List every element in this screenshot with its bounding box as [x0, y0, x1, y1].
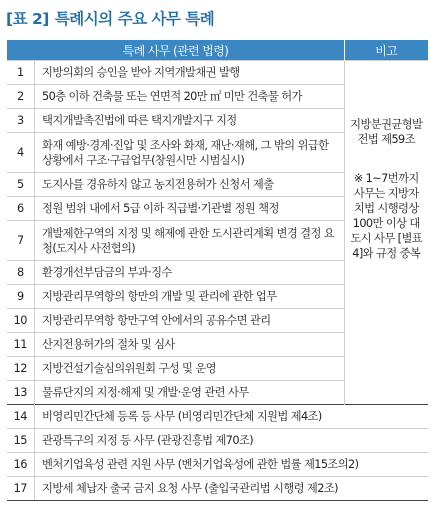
row-number: 14 [7, 405, 35, 429]
row-text: 산지전용허가의 절차 및 심사 [35, 333, 345, 357]
row-number: 4 [7, 133, 35, 173]
row-text: 화재 예방·경계·진압 및 조사와 화재, 재난·재해, 그 밖의 위급한 상황에서 구조·구급업무(창원시만 시범실시) [35, 133, 345, 173]
row-text: 지방건설기술심의위원회 구성 및 운영 [35, 357, 345, 381]
row-text: 물류단지의 지정·해제 및 개발·운영 관련 사무 [35, 381, 345, 405]
row-text: 비영리민간단체 등록 등 사무 (비영리민간단체 지원법 제4조) [35, 405, 428, 429]
note-cell [345, 61, 428, 405]
row-text: 50층 이하 건축물 또는 연면적 20만 ㎡ 미만 건축물 허가 [35, 85, 345, 109]
table-row [7, 453, 428, 477]
header-item: 특례 사무 (관련 법령) [7, 40, 345, 61]
row-text: 지방세 체납자 출국 금지 요청 사무 (출입국관리법 시행령 제2조) [35, 477, 428, 501]
special-city-affairs-table [6, 40, 428, 501]
table-header-row [7, 40, 428, 61]
row-number: 12 [7, 357, 35, 381]
table-row [7, 429, 428, 453]
row-number: 2 [7, 85, 35, 109]
row-number: 15 [7, 429, 35, 453]
row-number: 11 [7, 333, 35, 357]
row-number: 3 [7, 109, 35, 133]
page-title [6, 7, 214, 31]
row-text: 개발제한구역의 지정 및 해제에 관한 도시관리계획 변경 결정 요청(도지사 사전협의) [35, 221, 345, 261]
row-number: 5 [7, 173, 35, 197]
row-text: 택지개발촉진법에 따른 택지개발지구 지정 [35, 109, 345, 133]
table-row [7, 405, 428, 429]
row-text: 벤처기업육성 관련 지원 사무 (벤처기업육성에 관한 법률 제15조의2) [35, 453, 428, 477]
table-row [7, 477, 428, 501]
row-number: 6 [7, 197, 35, 221]
row-text: 지방관리무역항의 항만의 개발 및 관리에 관한 업무 [35, 285, 345, 309]
row-text: 관광특구의 지정 등 사무 (관광진흥법 제70조) [35, 429, 428, 453]
note-remark: ※ 1~7번까지 사무는 지방자치법 시행령상 100만 이상 대도시 사무 [별표 4]와 규정 중복 [350, 172, 423, 260]
table-number-label: [표 2] [6, 10, 49, 28]
row-number: 13 [7, 381, 35, 405]
row-text: 지방관리무역항 항만구역 안에서의 공유수면 관리 [35, 309, 345, 333]
table-title-text: 특례시의 주요 사무 특례 [54, 10, 215, 28]
header-note: 비고 [345, 40, 428, 61]
row-text: 정원 범위 내에서 5급 이하 직급별·기관별 정원 책정 [35, 197, 345, 221]
row-number: 9 [7, 285, 35, 309]
row-text: 환경개선부담금의 부과·징수 [35, 261, 345, 285]
row-number: 16 [7, 453, 35, 477]
row-text: 도지사를 경유하지 않고 농지전용허가 신청서 제출 [35, 173, 345, 197]
row-number: 8 [7, 261, 35, 285]
row-number: 17 [7, 477, 35, 501]
row-number: 10 [7, 309, 35, 333]
row-text: 지방의회의 승인을 받아 지역개발채권 발행 [35, 61, 345, 85]
note-law: 지방분권균형발전법 제59조 [350, 118, 423, 146]
row-number: 7 [7, 221, 35, 261]
table-row [7, 61, 428, 85]
row-number: 1 [7, 61, 35, 85]
